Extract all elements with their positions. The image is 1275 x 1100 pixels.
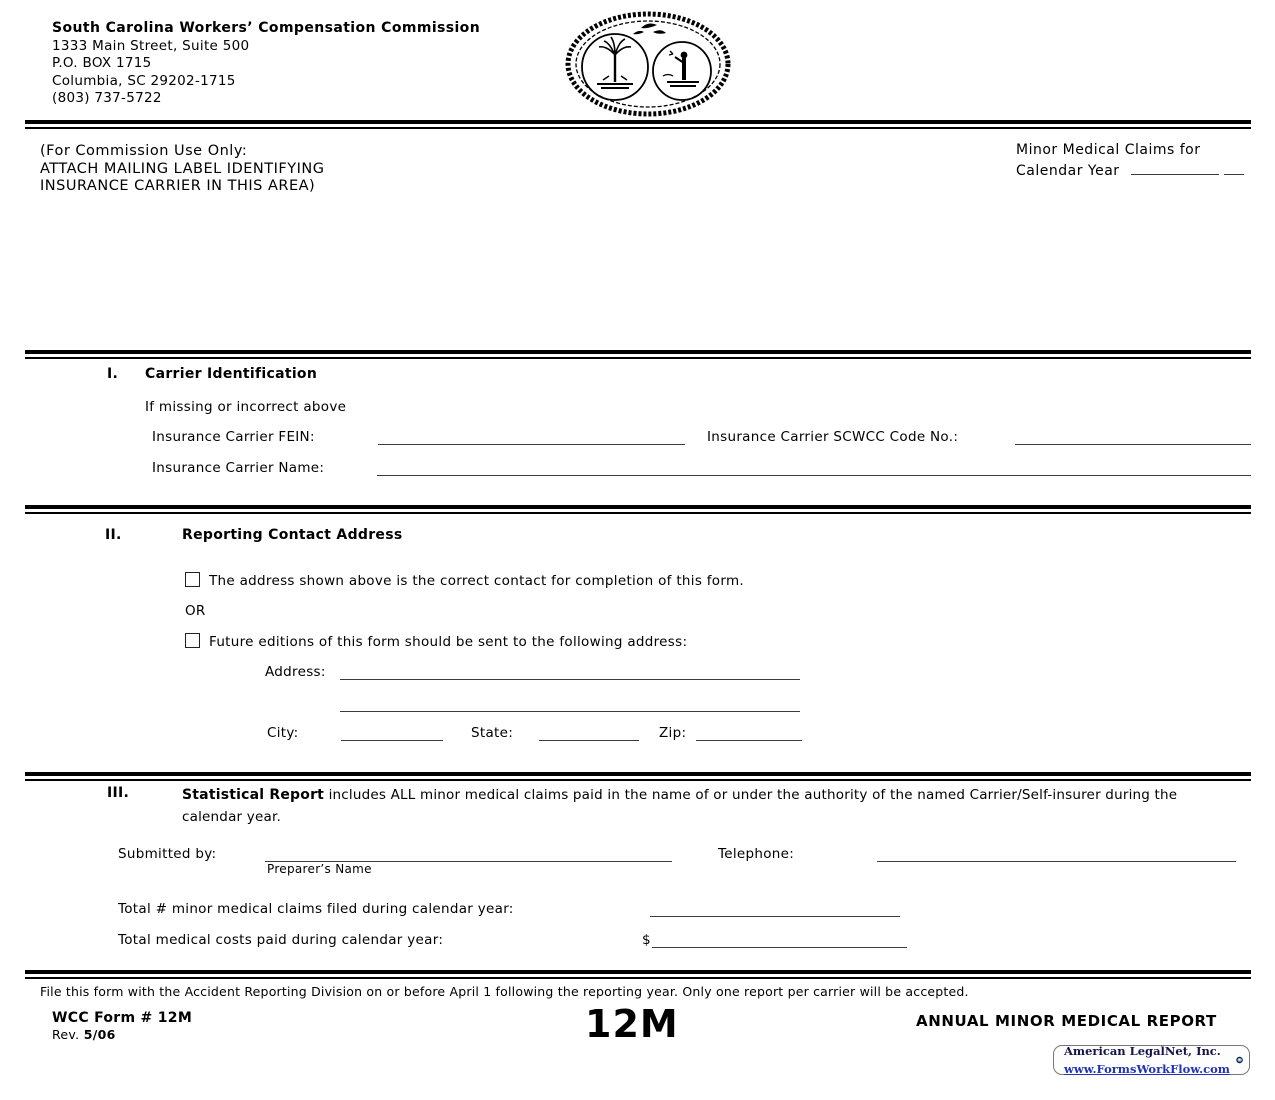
south-carolina-state-seal-icon <box>563 10 733 120</box>
section-divider <box>25 350 1251 359</box>
address-correct-label: The address shown above is the correct contact for completion of this form. <box>209 573 745 589</box>
currency-symbol: $ <box>642 932 651 948</box>
mailing-label-area <box>40 205 740 345</box>
submitted-by-label: Submitted by: <box>118 846 217 862</box>
address-blank-1[interactable] <box>340 664 800 680</box>
claims-line-2: Calendar Year <box>1016 163 1120 179</box>
org-address-line-2: P.O. BOX 1715 <box>52 55 152 71</box>
section-2-title: Reporting Contact Address <box>182 527 403 543</box>
zip-blank[interactable] <box>696 725 802 741</box>
city-blank[interactable] <box>341 725 443 741</box>
section-divider <box>25 772 1251 781</box>
city-label: City: <box>267 725 299 741</box>
calendar-year-block <box>1016 141 1244 180</box>
address-blank-2[interactable] <box>340 696 800 712</box>
rev-label: Rev. <box>52 1027 80 1042</box>
zip-label: Zip: <box>659 725 687 741</box>
section-divider <box>25 120 1251 129</box>
org-name: South Carolina Workers’ Compensation Commission <box>52 20 481 36</box>
carrier-name-blank[interactable] <box>377 460 1251 476</box>
letterhead <box>52 20 480 108</box>
claims-line-1: Minor Medical Claims for <box>1016 142 1201 158</box>
org-address-line-1: 1333 Main Street, Suite 500 <box>52 37 250 54</box>
telephone-label: Telephone: <box>718 846 795 862</box>
calendar-year-blank[interactable] <box>1131 159 1219 175</box>
state-blank[interactable] <box>539 725 639 741</box>
commission-use-line-3: INSURANCE CARRIER IN THIS AREA) <box>40 178 316 194</box>
commission-use-line-2: ATTACH MAILING LABEL IDENTIFYING <box>40 160 325 177</box>
section-3-title: Statistical Report <box>182 787 325 803</box>
total-costs-blank[interactable] <box>652 932 907 948</box>
american-legalnet-badge <box>1053 1045 1250 1075</box>
telephone-blank[interactable] <box>877 846 1236 862</box>
section-divider <box>25 970 1251 979</box>
scwcc-code-label: Insurance Carrier SCWCC Code No.: <box>707 429 959 445</box>
address-correct-checkbox[interactable] <box>185 572 200 587</box>
fein-label: Insurance Carrier FEIN: <box>152 429 315 445</box>
section-3-title-rest: includes ALL minor medical claims paid in the name of or under the authority of the named Carrier/Self-insurer during the calendar year. <box>182 787 1178 825</box>
future-editions-checkbox[interactable] <box>185 633 200 648</box>
scwcc-code-blank[interactable] <box>1015 429 1251 445</box>
carrier-name-label: Insurance Carrier Name: <box>152 460 325 476</box>
form-number: WCC Form # 12M <box>52 1010 193 1026</box>
section-2-number: II. <box>105 527 122 543</box>
section-3-number: III. <box>107 785 130 801</box>
section-1-title: Carrier Identification <box>145 366 318 382</box>
american-legalnet-globe-icon <box>1236 1047 1243 1073</box>
report-title: ANNUAL MINOR MEDICAL REPORT <box>916 1012 1217 1030</box>
fein-blank[interactable] <box>378 429 685 445</box>
vendor-url-link[interactable]: www.FormsWorkFlow.com <box>1064 1061 1230 1076</box>
total-costs-label: Total medical costs paid during calendar year: <box>118 932 444 948</box>
preparer-name-caption: Preparer’s Name <box>267 862 372 876</box>
form-code-large: 12M <box>585 1002 679 1046</box>
state-label: State: <box>471 725 514 741</box>
section-divider <box>25 505 1251 514</box>
org-address-line-3: Columbia, SC 29202-1715 <box>52 72 236 89</box>
rev-value: 5/06 <box>83 1027 116 1042</box>
total-claims-label: Total # minor medical claims filed during calendar year: <box>118 901 514 917</box>
section-1-number: I. <box>107 366 119 382</box>
commission-use-note <box>40 143 324 196</box>
future-editions-label: Future editions of this form should be sent to the following address: <box>209 634 688 650</box>
or-label: OR <box>185 603 206 619</box>
org-phone: (803) 737-5722 <box>52 90 162 106</box>
filing-note: File this form with the Accident Reporting Division on or before April 1 following the reporting year. Only one report per carrier will be accepted. <box>40 984 969 999</box>
total-claims-blank[interactable] <box>650 901 900 917</box>
vendor-name: American LegalNet, Inc. <box>1064 1043 1221 1058</box>
section-1-note: If missing or incorrect above <box>145 399 347 415</box>
address-label: Address: <box>265 664 326 680</box>
commission-use-line-1: (For Commission Use Only: <box>40 143 248 159</box>
calendar-year-blank-2[interactable] <box>1224 159 1244 175</box>
submitted-by-blank[interactable] <box>265 846 672 862</box>
section-3-paragraph <box>182 784 1215 828</box>
